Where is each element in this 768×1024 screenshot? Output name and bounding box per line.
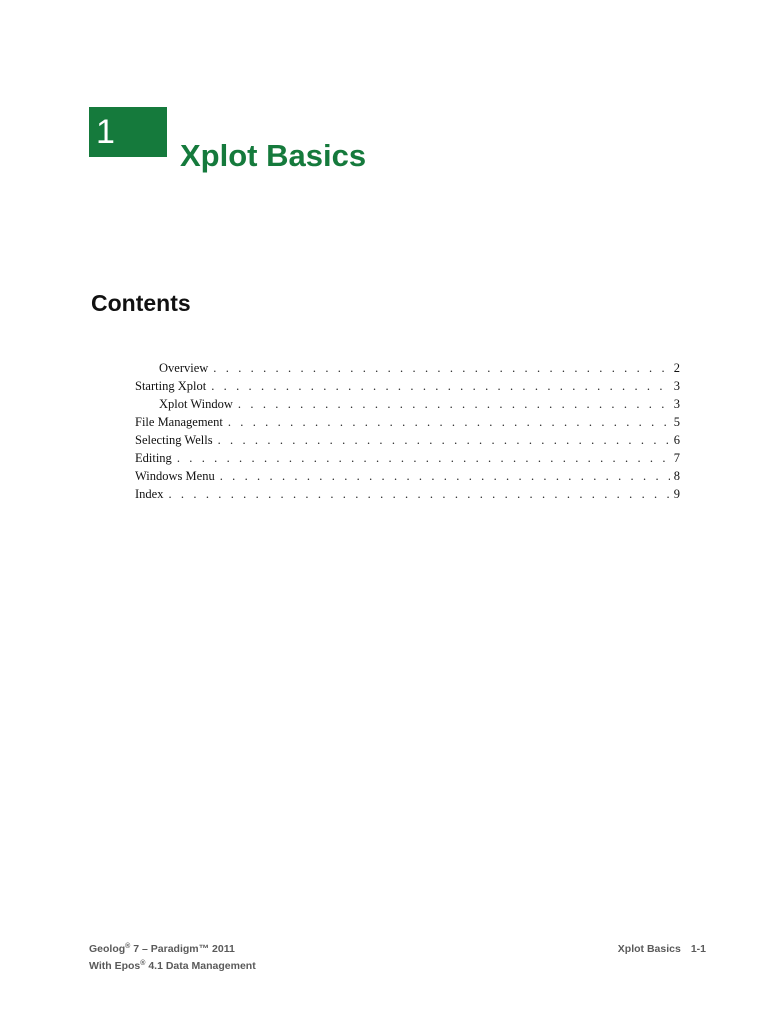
chapter-number-box [89,107,167,157]
chapter-number: 1 [96,113,115,151]
toc-entry-editing[interactable] [135,449,680,467]
toc-entry-title: Xplot Window [159,397,233,411]
toc-page-number: 6 [673,433,680,447]
toc-leader-dots [213,359,669,377]
toc-leader-dots [168,485,669,503]
registered-mark: ® [140,960,146,967]
footer-product-info [89,941,256,975]
footer-product-name: Geolog [89,943,126,955]
footer-epos-version: 4.1 Data Management [145,960,256,972]
toc-leader-dots [211,377,670,395]
toc-entry-title: Editing [135,451,172,465]
toc-entry-windows-menu[interactable] [135,467,680,485]
toc-page-number: 7 [673,451,680,465]
toc-page-number: 2 [673,361,680,375]
toc-entry-selecting-wells[interactable] [135,431,680,449]
toc-page-number: 9 [673,487,680,501]
toc-entry-xplot-window[interactable] [135,395,680,413]
contents-heading: Contents [91,290,191,316]
toc-entry-title: Overview [159,361,209,375]
toc-leader-dots [218,431,670,449]
toc-entry-overview[interactable] [135,359,680,377]
footer-data-management-line [89,958,256,975]
table-of-contents [135,359,680,503]
footer-section-title: Xplot Basics [617,943,681,955]
toc-page-number: 5 [673,415,680,429]
toc-entry-title: Windows Menu [135,469,215,483]
footer-page-info [618,941,706,958]
toc-leader-dots [220,467,670,485]
toc-entry-title: Starting Xplot [135,379,207,393]
toc-entry-title: Index [135,487,164,501]
footer-product-version: 7 – Paradigm™ 2011 [130,943,235,955]
toc-page-number: 3 [673,397,680,411]
footer-product-line [89,941,256,958]
toc-entry-title: File Management [135,415,223,429]
toc-leader-dots [238,395,670,413]
toc-leader-dots [228,413,670,431]
toc-leader-dots [177,449,670,467]
toc-entry-starting-xplot[interactable] [135,377,680,395]
registered-mark: ® [125,943,131,950]
toc-page-number: 3 [673,379,680,393]
toc-page-number: 8 [673,469,680,483]
toc-entry-index[interactable] [135,485,680,503]
toc-entry-title: Selecting Wells [135,433,213,447]
footer-epos-name: With Epos [89,960,141,972]
toc-entry-file-management[interactable] [135,413,680,431]
chapter-title: Xplot Basics [180,138,367,173]
footer-page-number: 1-1 [690,943,706,955]
